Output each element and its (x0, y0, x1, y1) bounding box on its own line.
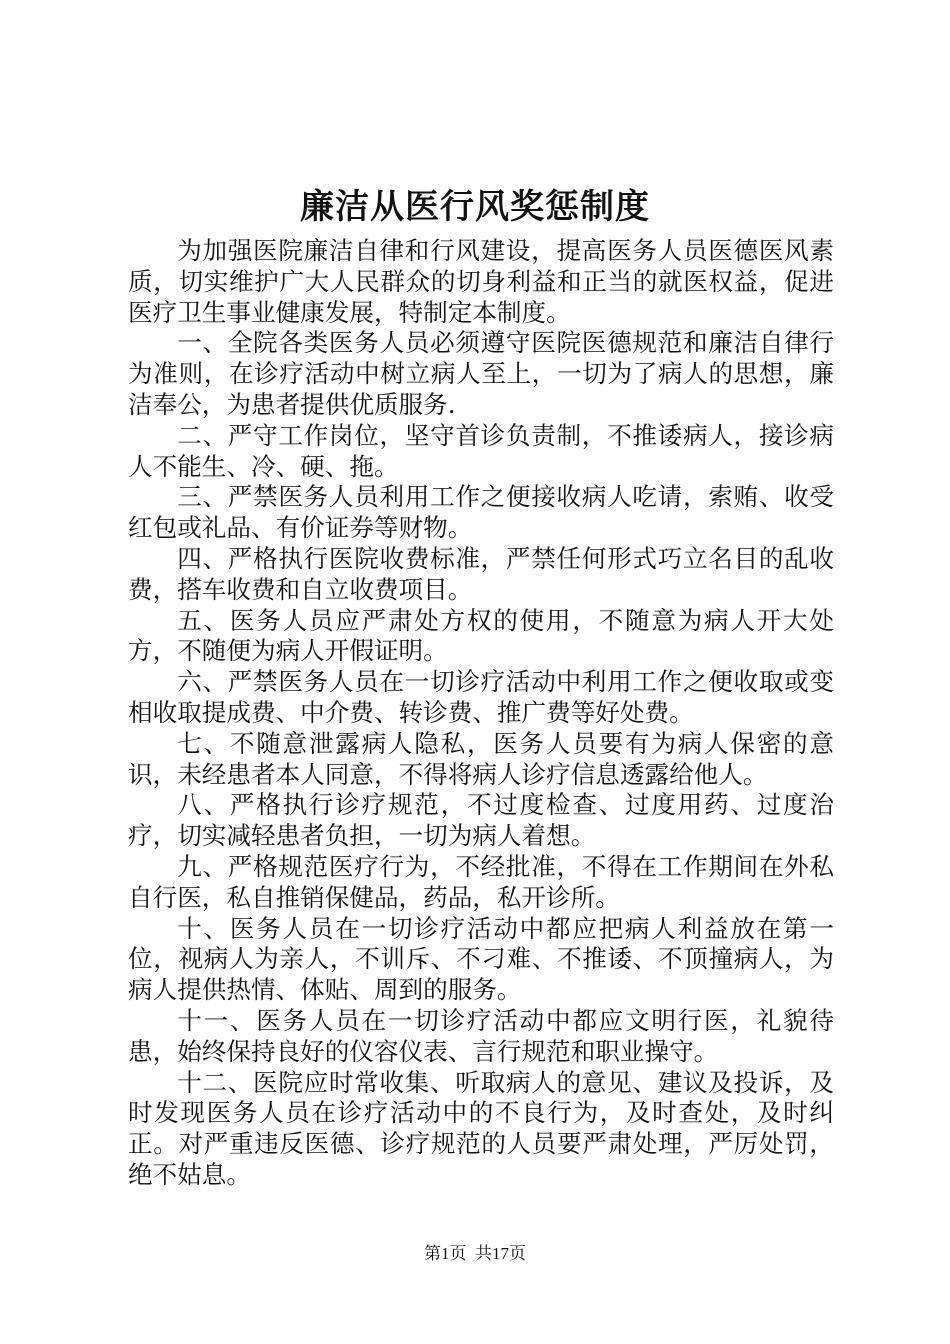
page-footer (0, 1242, 950, 1266)
paragraph-intro: 为加强医院廉洁自律和行风建设，提高医务人员医德医风素质，切实维护广大人民群众的切身利益和正当的就医权益，促进医疗卫生事业健康发展，特制定本制度。 (128, 236, 834, 327)
paragraph-7: 七、不随意泄露病人隐私，医务人员要有为病人保密的意识，未经患者本人同意，不得将病人诊疗信息透露给他人。 (128, 728, 834, 789)
paragraph-2: 二、严守工作岗位，坚守首诊负责制，不推诿病人，接诊病人不能生、冷、硬、拖。 (128, 420, 834, 481)
paragraph-9: 九、严格规范医疗行为，不经批准，不得在工作期间在外私自行医，私自推销保健品，药品，私开诊所。 (128, 851, 834, 912)
paragraph-10: 十、医务人员在一切诊疗活动中都应把病人利益放在第一位，视病人为亲人，不训斥、不刁难、不推诿、不顶撞病人，为病人提供热情、体贴、周到的服务。 (128, 913, 834, 1005)
paragraph-8: 八、严格执行诊疗规范，不过度检查、过度用药、过度治疗，切实减轻患者负担，一切为病人着想。 (128, 790, 834, 851)
paragraph-3: 三、严禁医务人员利用工作之便接收病人吃请，索贿、收受红包或礼品、有价证券等财物。 (128, 482, 834, 543)
page-number-label: 第1页 共17页 (424, 1244, 526, 1263)
paragraph-12: 十二、医院应时常收集、听取病人的意见、建议及投诉，及时发现医务人员在诊疗活动中的不良行为，及时查处，及时纠正。对严重违反医德、诊疗规范的人员要严肃处理，严厉处罚，绝不姑息。 (128, 1067, 834, 1189)
paragraph-6: 六、严禁医务人员在一切诊疗活动中利用工作之便收取或变相收取提成费、中介费、转诊费、推广费等好处费。 (128, 667, 834, 727)
paragraph-4: 四、严格执行医院收费标准，严禁任何形式巧立名目的乱收费，搭车收费和自立收费项目。 (128, 543, 834, 604)
paragraph-11: 十一、医务人员在一切诊疗活动中都应文明行医，礼貌待患，始终保持良好的仪容仪表、言行规范和职业操守。 (128, 1005, 834, 1066)
paragraph-1: 一、全院各类医务人员必须遵守医院医德规范和廉洁自律行为准则，在诊疗活动中树立病人至上，一切为了病人的思想，廉洁奉公，为患者提供优质服务. (128, 328, 834, 419)
document-body (128, 236, 834, 1191)
paragraph-5: 五、医务人员应严肃处方权的使用，不随意为病人开大处方，不随便为病人开假证明。 (128, 605, 834, 666)
document-title: 廉洁从医行风奖惩制度 (300, 187, 650, 227)
